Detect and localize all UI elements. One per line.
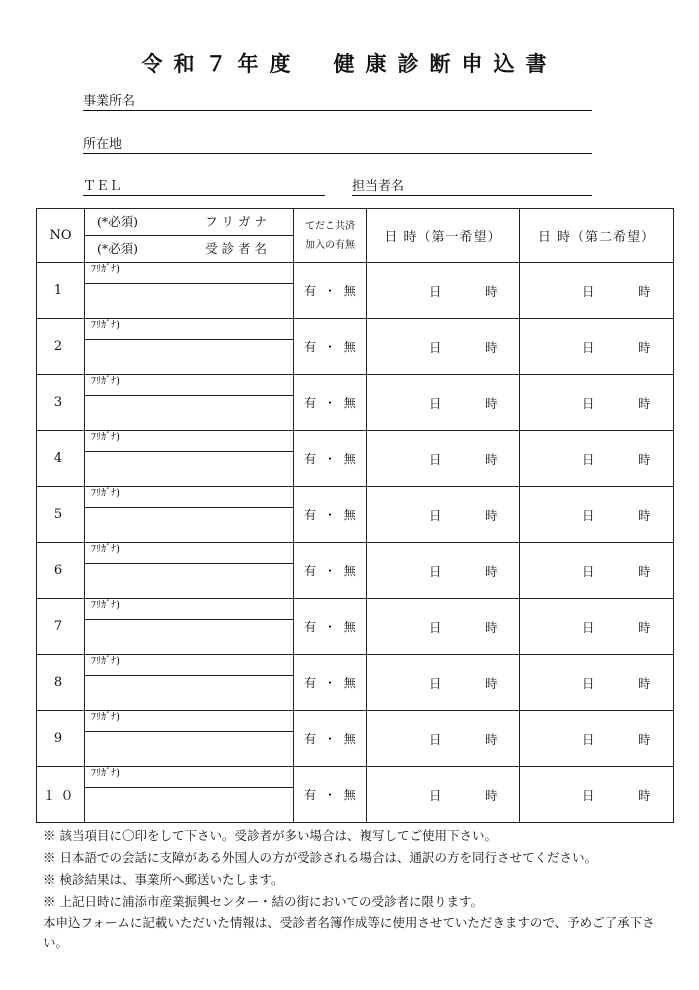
- first-choice-cell[interactable]: [367, 319, 520, 375]
- contact-person-label: 担当者名: [352, 179, 405, 194]
- closing-text: 本申込フォームに記載いただいた情報は、受診者名簿作成等に使用させていただきますので、予めご了承下さい。: [43, 915, 655, 950]
- furigana-cell[interactable]: [85, 375, 294, 396]
- row-number: 9: [37, 711, 85, 767]
- time-label: 時: [485, 395, 498, 411]
- time-label: 時: [638, 675, 651, 691]
- day-label: 日: [429, 507, 442, 523]
- table-row: [37, 767, 674, 788]
- time-label: 時: [485, 451, 498, 467]
- kyosai-yes-no[interactable]: 有 ・ 無: [294, 655, 367, 711]
- first-choice-cell[interactable]: [367, 375, 520, 431]
- row-number: 1: [37, 263, 85, 319]
- time-label: 時: [485, 731, 498, 747]
- page-title: 令和７年度 健康診断申込書: [141, 52, 558, 76]
- day-label: 日: [429, 675, 442, 691]
- tel-label: ＴＥＬ: [83, 179, 123, 194]
- name-required: (*必須): [97, 241, 139, 256]
- header-second-choice: 日 時（第二希望）: [520, 209, 674, 263]
- time-label: 時: [638, 563, 651, 579]
- furigana-prefix: ﾌﾘｶﾞﾅ): [91, 656, 120, 667]
- day-label: 日: [582, 675, 595, 691]
- second-choice-cell[interactable]: [520, 431, 674, 487]
- furigana-prefix: ﾌﾘｶﾞﾅ): [91, 376, 120, 387]
- time-label: 時: [638, 395, 651, 411]
- first-choice-cell[interactable]: [367, 431, 520, 487]
- header-name: [85, 236, 294, 263]
- examinee-name-cell[interactable]: [85, 620, 294, 655]
- furigana-prefix: ﾌﾘｶﾞﾅ): [91, 432, 120, 443]
- header-kyosai: [294, 209, 367, 263]
- table-row: [37, 487, 674, 508]
- second-choice-cell[interactable]: [520, 599, 674, 655]
- examinee-name-cell[interactable]: [85, 340, 294, 375]
- examinee-name-cell[interactable]: [85, 284, 294, 319]
- kyosai-yes-no[interactable]: 有 ・ 無: [294, 767, 367, 823]
- tel-field[interactable]: [83, 175, 325, 196]
- kyosai-yes-no[interactable]: 有 ・ 無: [294, 543, 367, 599]
- second-choice-cell[interactable]: [520, 375, 674, 431]
- note-item: ※ 該当項目に〇印をして下さい。受診者が多い場合は、複写してご使用下さい。: [43, 828, 497, 843]
- kyosai-line1: てだこ共済: [305, 220, 355, 232]
- time-label: 時: [638, 283, 651, 299]
- table-row: [37, 375, 674, 396]
- table-row: [37, 711, 674, 732]
- time-label: 時: [485, 619, 498, 635]
- examinee-name-cell[interactable]: [85, 564, 294, 599]
- row-number: 5: [37, 487, 85, 543]
- day-label: 日: [429, 451, 442, 467]
- day-label: 日: [429, 339, 442, 355]
- table-row: [37, 599, 674, 620]
- day-label: 日: [429, 563, 442, 579]
- first-choice-cell[interactable]: [367, 655, 520, 711]
- first-choice-cell[interactable]: [367, 767, 520, 823]
- furigana-cell[interactable]: [85, 767, 294, 788]
- examinee-name-cell[interactable]: [85, 732, 294, 767]
- time-label: 時: [485, 507, 498, 523]
- furigana-cell[interactable]: [85, 655, 294, 676]
- first-choice-cell[interactable]: [367, 487, 520, 543]
- time-label: 時: [485, 283, 498, 299]
- row-number: 3: [37, 375, 85, 431]
- furigana-prefix: ﾌﾘｶﾞﾅ): [91, 320, 120, 331]
- furigana-cell[interactable]: [85, 543, 294, 564]
- furigana-prefix: ﾌﾘｶﾞﾅ): [91, 600, 120, 611]
- day-label: 日: [582, 731, 595, 747]
- header-first-choice: 日 時（第一希望）: [367, 209, 520, 263]
- examinee-name-cell[interactable]: [85, 788, 294, 823]
- kyosai-yes-no[interactable]: 有 ・ 無: [294, 711, 367, 767]
- header-furigana: [85, 209, 294, 236]
- furigana-prefix: ﾌﾘｶﾞﾅ): [91, 544, 120, 555]
- furigana-cell[interactable]: [85, 431, 294, 452]
- examinee-name-cell[interactable]: [85, 508, 294, 543]
- time-label: 時: [638, 339, 651, 355]
- furigana-required: (*必須): [97, 214, 139, 229]
- application-table: [36, 208, 674, 823]
- first-choice-cell[interactable]: [367, 263, 520, 319]
- furigana-cell[interactable]: [85, 711, 294, 732]
- day-label: 日: [429, 395, 442, 411]
- time-label: 時: [485, 563, 498, 579]
- row-number: １０: [37, 767, 85, 823]
- examinee-name-cell[interactable]: [85, 396, 294, 431]
- furigana-cell[interactable]: [85, 263, 294, 284]
- day-label: 日: [429, 787, 442, 803]
- table-row: [37, 543, 674, 564]
- furigana-prefix: ﾌﾘｶﾞﾅ): [91, 712, 120, 723]
- second-choice-cell[interactable]: [520, 711, 674, 767]
- day-label: 日: [582, 283, 595, 299]
- first-choice-cell[interactable]: [367, 711, 520, 767]
- table-row: [37, 319, 674, 340]
- row-number: 7: [37, 599, 85, 655]
- day-label: 日: [582, 507, 595, 523]
- note-item: ※ 日本語での会話に支障がある外国人の方が受診される場合は、通訳の方を同行させてください。: [43, 850, 597, 865]
- kyosai-yes-no[interactable]: 有 ・ 無: [294, 375, 367, 431]
- header-no: NO: [37, 209, 85, 263]
- time-label: 時: [638, 787, 651, 803]
- second-choice-cell[interactable]: [520, 543, 674, 599]
- kyosai-yes-no[interactable]: 有 ・ 無: [294, 319, 367, 375]
- row-number: 2: [37, 319, 85, 375]
- furigana-prefix: ﾌﾘｶﾞﾅ): [91, 768, 120, 779]
- name-label: 受 診 者 名: [205, 241, 267, 256]
- office-name-field[interactable]: [83, 90, 592, 111]
- row-number: 4: [37, 431, 85, 487]
- day-label: 日: [582, 787, 595, 803]
- address-field[interactable]: [83, 133, 592, 154]
- furigana-cell[interactable]: [85, 319, 294, 340]
- day-label: 日: [429, 619, 442, 635]
- day-label: 日: [582, 619, 595, 635]
- day-label: 日: [582, 451, 595, 467]
- time-label: 時: [485, 675, 498, 691]
- furigana-prefix: ﾌﾘｶﾞﾅ): [91, 488, 120, 499]
- table-row: [37, 431, 674, 452]
- first-choice-cell[interactable]: [367, 543, 520, 599]
- kyosai-yes-no[interactable]: 有 ・ 無: [294, 263, 367, 319]
- furigana-prefix: ﾌﾘｶﾞﾅ): [91, 264, 120, 275]
- first-choice-cell[interactable]: [367, 599, 520, 655]
- second-choice-cell[interactable]: [520, 319, 674, 375]
- day-label: 日: [582, 339, 595, 355]
- furigana-label: フ リ ガ ナ: [205, 214, 267, 229]
- furigana-cell[interactable]: [85, 599, 294, 620]
- row-number: 8: [37, 655, 85, 711]
- time-label: 時: [638, 619, 651, 635]
- note-item: ※ 検診結果は、事業所へ郵送いたします。: [43, 872, 284, 887]
- second-choice-cell[interactable]: [520, 655, 674, 711]
- table-row: [37, 263, 674, 284]
- kyosai-yes-no[interactable]: 有 ・ 無: [294, 599, 367, 655]
- address-label: 所在地: [83, 137, 123, 152]
- time-label: 時: [638, 451, 651, 467]
- kyosai-line2: 加入の有無: [305, 239, 355, 251]
- day-label: 日: [582, 395, 595, 411]
- time-label: 時: [638, 731, 651, 747]
- time-label: 時: [485, 339, 498, 355]
- contact-person-field[interactable]: [352, 175, 592, 196]
- second-choice-cell[interactable]: [520, 487, 674, 543]
- office-name-label: 事業所名: [83, 94, 136, 109]
- examinee-name-cell[interactable]: [85, 452, 294, 487]
- note-item: ※ 上記日時に浦添市産業振興センター・結の街においての受診者に限ります。: [43, 894, 483, 909]
- kyosai-yes-no[interactable]: 有 ・ 無: [294, 487, 367, 543]
- time-label: 時: [485, 787, 498, 803]
- furigana-cell[interactable]: [85, 487, 294, 508]
- row-number: 6: [37, 543, 85, 599]
- day-label: 日: [582, 563, 595, 579]
- second-choice-cell[interactable]: [520, 767, 674, 823]
- day-label: 日: [429, 283, 442, 299]
- kyosai-yes-no[interactable]: 有 ・ 無: [294, 431, 367, 487]
- notes: [43, 825, 673, 913]
- table-row: [37, 655, 674, 676]
- examinee-name-cell[interactable]: [85, 676, 294, 711]
- second-choice-cell[interactable]: [520, 263, 674, 319]
- day-label: 日: [429, 731, 442, 747]
- time-label: 時: [638, 507, 651, 523]
